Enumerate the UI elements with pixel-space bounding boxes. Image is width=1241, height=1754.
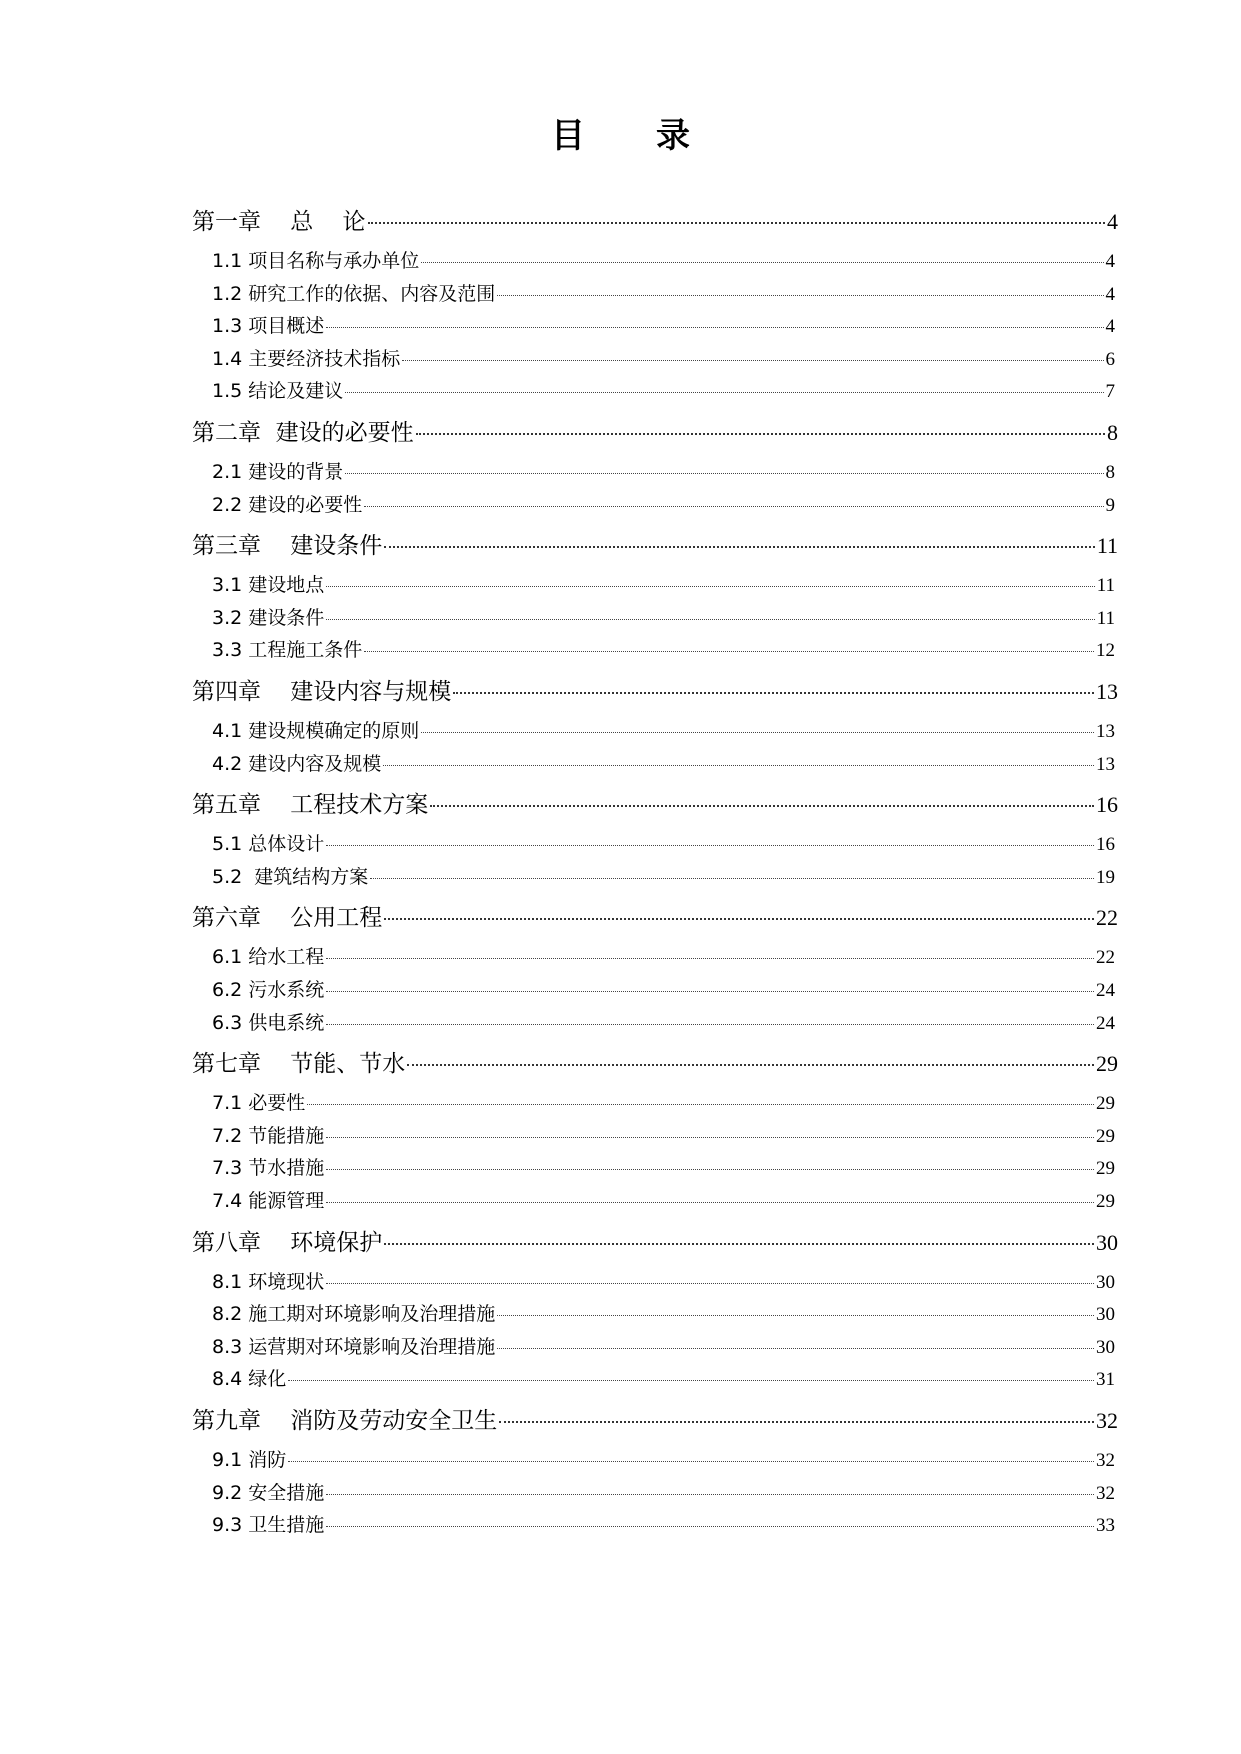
dot-leader xyxy=(326,991,1094,992)
toc-page-number: 29 xyxy=(1096,1093,1115,1115)
dot-leader xyxy=(384,546,1095,548)
toc-section-entry[interactable] xyxy=(212,312,1115,340)
dot-leader xyxy=(421,262,1103,263)
toc-page-number: 6 xyxy=(1105,348,1115,370)
toc-page-number: 29 xyxy=(1096,1125,1115,1147)
toc-section-entry[interactable] xyxy=(212,1268,1115,1296)
dot-leader xyxy=(326,327,1103,328)
toc-section-entry[interactable] xyxy=(212,280,1115,308)
toc-page-number: 11 xyxy=(1096,575,1115,597)
dot-leader xyxy=(497,1348,1094,1349)
dot-leader xyxy=(364,651,1094,652)
toc-chapter-entry[interactable] xyxy=(192,529,1118,563)
toc-title: 目 录 xyxy=(550,116,691,156)
dot-leader xyxy=(416,433,1105,435)
toc-chapter-entry[interactable] xyxy=(192,1226,1118,1260)
toc-section-entry[interactable] xyxy=(212,1446,1115,1474)
dot-leader xyxy=(421,732,1094,733)
toc-entry-label: 第三章 建设条件 xyxy=(192,533,383,560)
dot-leader xyxy=(407,1064,1094,1066)
toc-entry-label: 3.3 工程施工条件 xyxy=(212,639,363,662)
toc-chapter-entry[interactable] xyxy=(192,1404,1118,1438)
toc-section-entry[interactable] xyxy=(212,750,1115,778)
toc-entry-label: 2.1 建设的背景 xyxy=(212,461,344,483)
toc-entry-label: 5.1 总体设计 xyxy=(212,833,325,856)
toc-entry-label: 3.2 建设条件 xyxy=(212,606,325,629)
toc-section-entry[interactable] xyxy=(212,1009,1115,1037)
toc-entry-label: 6.2 污水系统 xyxy=(212,979,325,1001)
toc-page-number: 12 xyxy=(1096,640,1115,662)
toc-page-number: 32 xyxy=(1096,1450,1115,1471)
toc-entry-label: 1.3 项目概述 xyxy=(212,315,325,338)
toc-section-entry[interactable] xyxy=(212,1300,1115,1328)
toc-page-number: 11 xyxy=(1096,533,1118,559)
toc-page-number: 13 xyxy=(1096,721,1115,742)
toc-entry-label: 1.2 研究工作的依据、内容及范围 xyxy=(212,282,496,305)
toc-chapter-entry[interactable] xyxy=(192,1047,1118,1081)
toc-entry-label: 7.4 能源管理 xyxy=(212,1190,325,1212)
dot-leader xyxy=(430,805,1094,807)
dot-leader xyxy=(499,1421,1094,1423)
dot-leader xyxy=(326,1024,1094,1025)
dot-leader xyxy=(345,392,1103,393)
dot-leader xyxy=(288,1461,1094,1462)
toc-section-entry[interactable] xyxy=(212,604,1115,632)
toc-chapter-entry[interactable] xyxy=(192,416,1118,450)
toc-section-entry[interactable] xyxy=(212,636,1115,664)
toc-section-entry[interactable] xyxy=(212,1333,1115,1361)
toc-page-number: 22 xyxy=(1096,947,1115,969)
toc-page-number: 32 xyxy=(1096,1408,1118,1433)
toc-entry-label: 3.1 建设地点 xyxy=(212,574,325,597)
dot-leader xyxy=(326,958,1094,959)
toc-page-number: 4 xyxy=(1107,209,1118,234)
toc-section-entry[interactable] xyxy=(212,1089,1115,1117)
toc-entry-label: 8.3 运营期对环境影响及治理措施 xyxy=(212,1335,496,1358)
dot-leader xyxy=(384,918,1094,920)
toc-entry-label: 9.1 消防 xyxy=(212,1449,287,1471)
toc-section-entry[interactable] xyxy=(212,1365,1115,1393)
toc-page-number: 29 xyxy=(1096,1051,1118,1077)
toc-section-entry[interactable] xyxy=(212,1187,1115,1215)
toc-page-number: 24 xyxy=(1096,980,1115,1001)
toc-entry-label: 第二章 建设的必要性 xyxy=(192,420,414,446)
dot-leader xyxy=(326,1202,1094,1203)
dot-leader xyxy=(326,1494,1094,1495)
dot-leader xyxy=(497,1315,1094,1316)
toc-entry-label: 6.1 给水工程 xyxy=(212,946,325,969)
toc-section-entry[interactable] xyxy=(212,377,1115,405)
toc-entry-label: 第五章 工程技术方案 xyxy=(192,792,429,819)
toc-section-entry[interactable] xyxy=(212,458,1115,486)
dot-leader xyxy=(384,1243,1094,1245)
toc-section-entry[interactable] xyxy=(212,1511,1115,1539)
toc-page-number: 8 xyxy=(1105,462,1115,483)
dot-leader xyxy=(402,360,1103,361)
dot-leader xyxy=(326,619,1094,620)
toc-section-entry[interactable] xyxy=(212,976,1115,1004)
dot-leader xyxy=(326,1526,1094,1527)
toc-page-number: 24 xyxy=(1096,1012,1115,1034)
toc-entry-label: 1.1 项目名称与承办单位 xyxy=(212,250,420,272)
toc-chapter-entry[interactable] xyxy=(192,901,1118,935)
toc-entry-label: 2.2 建设的必要性 xyxy=(212,493,363,516)
toc-section-entry[interactable] xyxy=(212,345,1115,373)
toc-entry-label: 9.3 卫生措施 xyxy=(212,1514,325,1537)
toc-page-number: 30 xyxy=(1096,1271,1115,1293)
toc-page-number: 4 xyxy=(1105,283,1115,305)
toc-page-number: 7 xyxy=(1105,381,1115,403)
toc-page-number: 4 xyxy=(1105,316,1115,338)
dot-leader xyxy=(345,473,1103,474)
dot-leader xyxy=(364,506,1103,507)
toc-section-entry[interactable] xyxy=(212,830,1115,858)
dot-leader xyxy=(370,878,1094,879)
toc-page-number: 22 xyxy=(1096,905,1118,931)
dot-leader xyxy=(326,1169,1094,1170)
toc-page-number: 11 xyxy=(1096,607,1115,629)
toc-page-number: 13 xyxy=(1096,753,1115,775)
toc-section-entry[interactable] xyxy=(212,717,1115,745)
toc-entry-label: 第七章 节能、节水 xyxy=(192,1051,406,1078)
toc-section-entry[interactable] xyxy=(212,1154,1115,1182)
toc-page-number: 16 xyxy=(1096,792,1118,818)
dot-leader xyxy=(497,295,1103,296)
toc-entry-label: 5.2 建筑结构方案 xyxy=(212,865,369,888)
toc-page-number: 30 xyxy=(1096,1336,1115,1358)
toc-section-entry[interactable] xyxy=(212,1122,1115,1150)
toc-entry-label: 第四章 建设内容与规模 xyxy=(192,679,452,705)
toc-chapter-entry[interactable] xyxy=(192,788,1118,822)
toc-page-number: 29 xyxy=(1096,1158,1115,1180)
toc-section-entry[interactable] xyxy=(212,863,1115,891)
dot-leader xyxy=(368,222,1106,224)
toc-page-number: 16 xyxy=(1096,834,1115,856)
dot-leader xyxy=(288,1380,1094,1381)
toc-chapter-entry[interactable] xyxy=(192,205,1118,239)
toc-page-number: 30 xyxy=(1096,1229,1118,1255)
toc-page-number: 9 xyxy=(1105,494,1115,516)
toc-page-number: 19 xyxy=(1096,866,1115,888)
dot-leader xyxy=(326,1283,1094,1284)
toc-entry-label: 第一章 总 论 xyxy=(192,209,366,235)
toc-entry-label: 4.2 建设内容及规模 xyxy=(212,752,382,775)
toc-section-entry[interactable] xyxy=(212,571,1115,599)
toc-entry-label: 1.5 结论及建议 xyxy=(212,380,344,403)
toc-entry-label: 8.1 环境现状 xyxy=(212,1270,325,1293)
toc-chapter-entry[interactable] xyxy=(192,675,1118,709)
toc-page-number: 8 xyxy=(1107,420,1118,445)
toc-page-number: 30 xyxy=(1096,1304,1115,1326)
toc-entry-label: 第六章 公用工程 xyxy=(192,905,383,932)
toc-entry-label: 9.2 安全措施 xyxy=(212,1481,325,1504)
dot-leader xyxy=(383,765,1094,766)
toc-page-number: 33 xyxy=(1096,1515,1115,1537)
dot-leader xyxy=(326,845,1094,846)
toc-entry-label: 8.4 绿化 xyxy=(212,1368,287,1391)
toc-entry-label: 7.3 节水措施 xyxy=(212,1157,325,1180)
toc-entry-label: 8.2 施工期对环境影响及治理措施 xyxy=(212,1303,496,1326)
toc-entry-label: 7.1 必要性 xyxy=(212,1092,306,1115)
toc-page-number: 4 xyxy=(1105,251,1115,272)
toc-page-number: 31 xyxy=(1096,1369,1115,1391)
toc-section-entry[interactable] xyxy=(212,491,1115,519)
toc-entry-label: 第八章 环境保护 xyxy=(192,1229,383,1256)
toc-entry-label: 第九章 消防及劳动安全卫生 xyxy=(192,1408,498,1434)
dot-leader xyxy=(326,586,1094,587)
toc-entry-label: 4.1 建设规模确定的原则 xyxy=(212,720,420,742)
toc-page-number: 32 xyxy=(1096,1482,1115,1504)
toc-section-entry[interactable] xyxy=(212,943,1115,971)
toc-section-entry[interactable] xyxy=(212,1479,1115,1507)
toc-entry-label: 1.4 主要经济技术指标 xyxy=(212,347,401,370)
toc-section-entry[interactable] xyxy=(212,247,1115,275)
toc-entry-label: 6.3 供电系统 xyxy=(212,1011,325,1034)
toc-page-number: 13 xyxy=(1096,679,1118,704)
dot-leader xyxy=(326,1137,1094,1138)
dot-leader xyxy=(307,1104,1094,1105)
toc-page-number: 29 xyxy=(1096,1191,1115,1212)
toc-entry-label: 7.2 节能措施 xyxy=(212,1124,325,1147)
dot-leader xyxy=(453,692,1094,694)
